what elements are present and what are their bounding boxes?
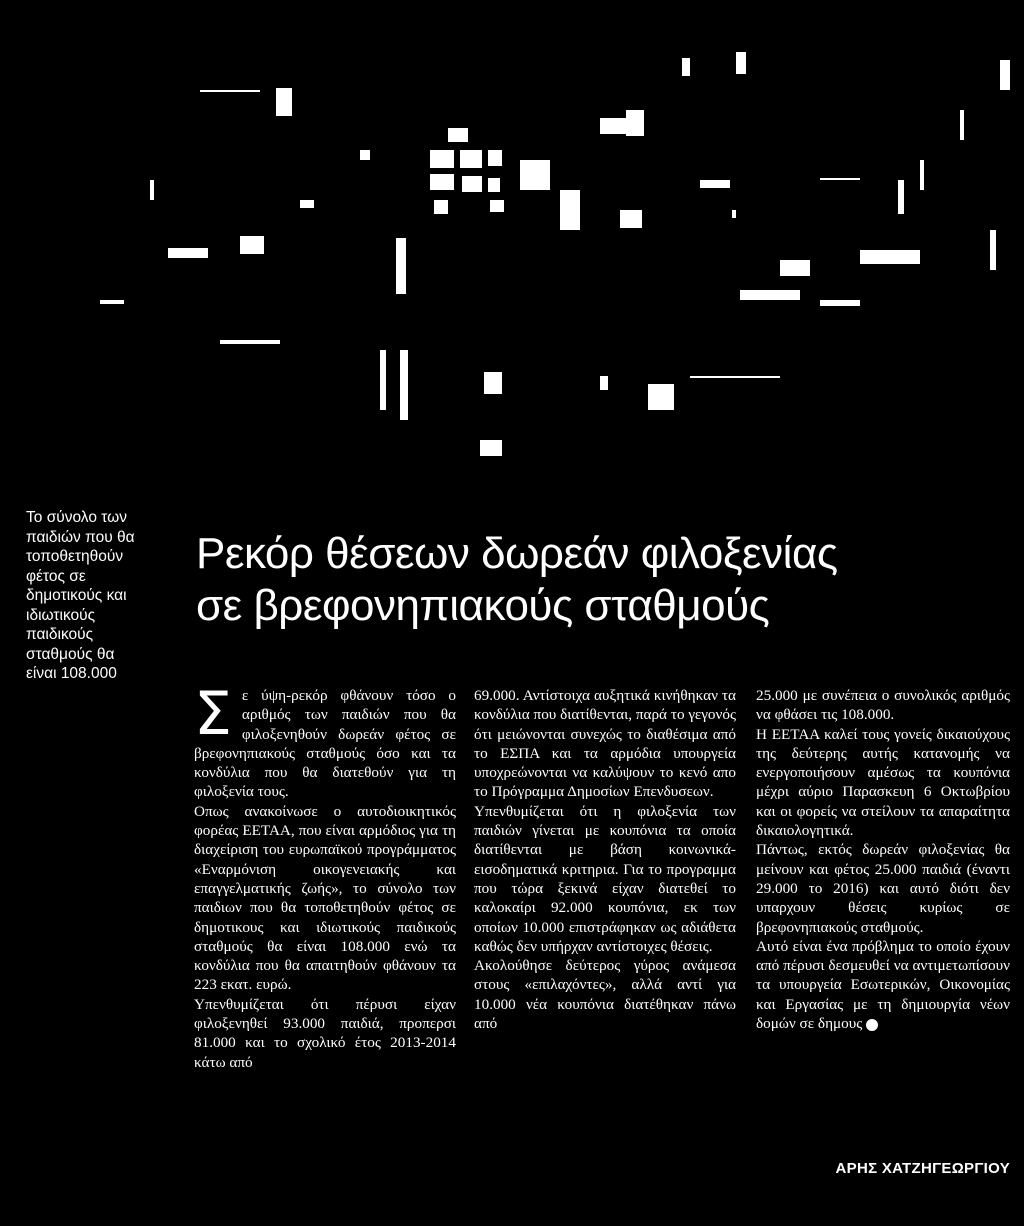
photo-caption: Το σύνολο των παιδιών που θα τοποθετηθούν φέτος σε δημοτικούς και ιδιωτικούς παιδικούς σταθμούς θα είναι 108.000: [26, 509, 135, 682]
paragraph: Η ΕΕΤΑΑ καλεί τους γονείς δικαιούχους της δεύτερης αυτής κατανομής να ενεργοποιήσουν αμέσως τα κουπόνια μέχρι αύριο Παρασκευη 6 Οκτωβρίου και οι φορείς να στείλουν τα απαραίτητα δικαιολογητικά.: [756, 725, 1010, 840]
paragraph-text: Αυτό είναι ένα πρόβλημα το οποίο έχουν από πέρυσι δεσμευθεί να αντιμετωπίσουν τα υπουργεία Εσωτερικών, Οικονομίας και Εργασίας με τη δημιουργία νέων δομών σε δημους: [756, 937, 1010, 1033]
headline-line-2: σε βρεφονηπιακούς σταθμούς: [196, 581, 770, 630]
photo-classroom-dark-icon: [0, 0, 1024, 495]
paragraph: 25.000 με συνέπεια ο συνολικός αριθμός να φθάσει τις 108.000.: [756, 687, 1010, 724]
paragraph: Ακολούθησε δεύτερος γύρος ανάμεσα στους «επιλαχόντες», αλλά αντί για 10.000 νέα κουπόνια διατέθηκαν πάνω από: [474, 957, 736, 1033]
article-photo: [0, 0, 1024, 495]
paragraph-text: ε ύψη-ρεκόρ φθάνουν τόσο ο αριθμός των παιδιών που θα φιλοξενηθούν δωρεάν φέτος σε βρεφονηπιακούς σταθμούς όσο και τα κονδύλια που θα διατεθούν για τη φιλοξενία τους.: [194, 687, 456, 801]
article-column-2: [474, 686, 736, 1033]
paragraph: Πάντως, εκτός δωρεάν φιλοξενίας θα μείνουν και φέτος 25.000 παιδιά (έναντι 29.000 το 2016) και αυτό διότι δεν υπαρχουν θέσεις κυρίως σε βρεφονηπιακούς σταθμούς.: [756, 841, 1010, 936]
paragraph: Οπως ανακοίνωσε ο αυτοδιοικητικός φορέας ΕΕΤΑΑ, που είναι αρμόδιος για τη διαχείριση του ευρωπαϊκού προγράμματος «Εναρμόνιση οικογενειακής και επαγγελματικής ζωής», το σύνολο των παιδιων που θα τοποθετηθούν φέτος σε δημοτικους και ιδιωτικούς παιδικούς σταθμούς θα είναι 108.000 ενώ τα κονδύλια που θα απαιτηθούν φθάνουν τα 223 εκατ. ευρώ.: [194, 802, 456, 994]
end-of-article-icon: [866, 1019, 878, 1031]
paragraph: Υπενθυμίζεται ότι πέρυσι είχαν φιλοξενηθεί 93.000 παιδιά, προπερσι 81.000 και το σχολικό έτος 2013-2014 κάτω από: [194, 995, 456, 1071]
paragraph: 69.000. Αντίστοιχα αυξητικά κινήθηκαν τα κονδύλια που διατίθενται, παρά το γεγονός ότι μειώνονται συνεχώς το διαθέσιμα από το ΕΣΠΑ και τα αρμόδια υπουργεία υποχρεώνονται να καλύψουν το κενό απο το Πρόγραμμα Δημοσίων Επενδυσεων.: [474, 687, 736, 801]
dropcap-letter: Σ: [194, 679, 232, 749]
closing-paragraph: [756, 937, 1010, 1033]
headline-line-1: Ρεκόρ θέσεων δωρεάν φιλοξενίας: [196, 529, 838, 578]
article-column-3: [756, 686, 1010, 1033]
article-column-1: [194, 679, 456, 1072]
author-byline: ΑΡΗΣ ΧΑΤΖΗΓΕΩΡΓΙΟΥ: [835, 1160, 1010, 1177]
article-headline: [196, 528, 996, 632]
intro-paragraph: [194, 679, 456, 802]
paragraph: Υπενθυμίζεται ότι η φιλοξενία των παιδιών γίνεται με κουπόνια τα οποία διατίθενται με βάση κοινωνικά-εισοδηματικά κριτηρια. Για το προγραμμα που τώρα ξεκινά είχαν διατεθεί το καλοκαίρι 92.000 κουπόνια, εκ των οποίων 10.000 επιστράφηκαν ως αδιάθετα καθώς δεν υπήρχαν αντίστοιχες θέσεις.: [474, 802, 736, 955]
